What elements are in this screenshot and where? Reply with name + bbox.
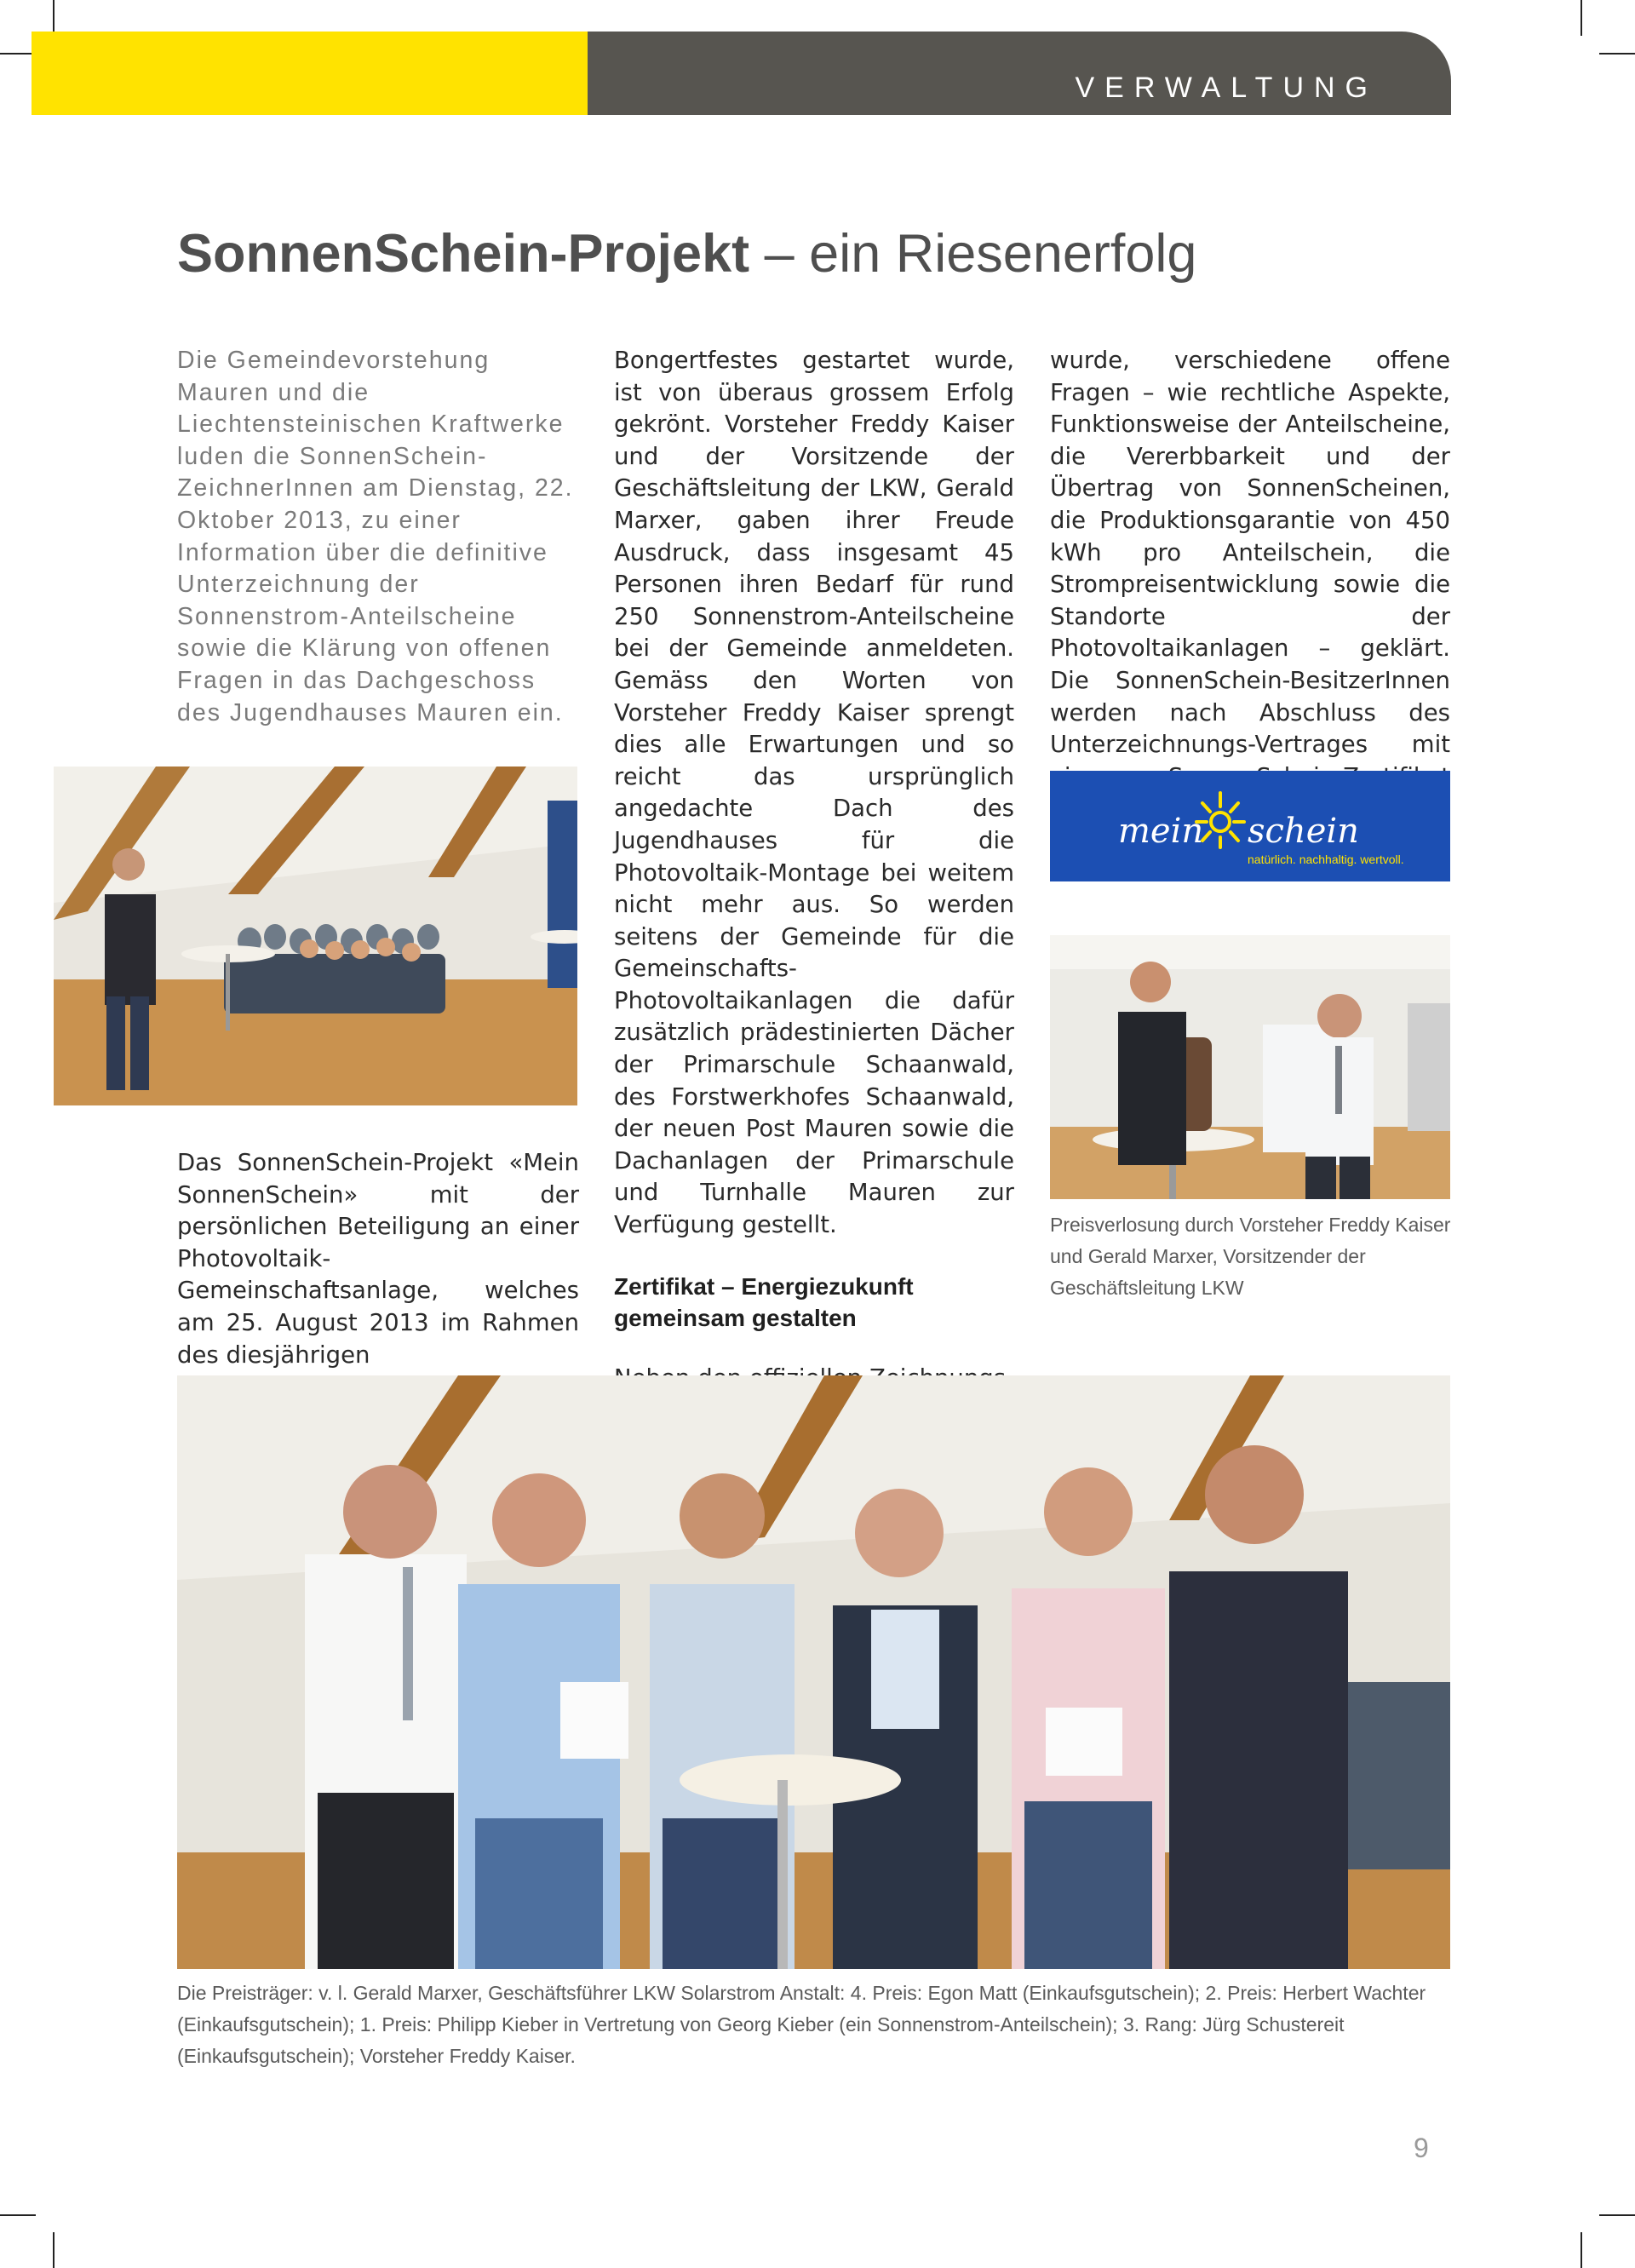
crop-mark (0, 2214, 36, 2216)
col2-paragraph-1: Bongertfestes gestartet wurde, ist von überaus grossem Erfolg gekrönt. Vorsteher Freddy Kaiser und der Vorsitzende der Geschäftsleitung der LKW, Gerald Marxer, gaben ihrer Freude Ausdruck, dass insgesamt 45 Personen ihren Bedarf für rund 250 Sonnenstrom-Anteilscheine bei der Gemeinde anmeldeten. Gemäss den Worten von Vorsteher Freddy Kaiser sprengt dies alle Erwartungen und so reicht das ursprünglich angedachte Dach des Jugendhauses für die Photovoltaik-Montage bei weitem nicht mehr aus. So werden seitens der Gemeinde für die Gemeinschafts-Photovoltaikanlagen die dafür zusätzlich prädestinierten Dächer der Primarschule Schaanwald, des Forstwerkhofes Schaanwald, der neuen Post Mauren sowie die Dachanlagen der Primarschule und Turnhalle Mauren zur Verfügung gestellt. (614, 347, 1014, 1239)
crop-mark (1599, 2214, 1635, 2216)
column-3 (1050, 345, 1450, 825)
title-rest: – ein Riesenerfolg (749, 224, 1197, 284)
subheading: Zertifikat – Energiezukunft gemeinsam gestalten (614, 1272, 914, 1331)
photo-caption-small: Preisverlosung durch Vorsteher Freddy Kaiser und Gerald Marxer, Vorsitzender der Geschäftsleitung LKW (1050, 1214, 1451, 1299)
crop-mark (53, 2232, 54, 2268)
photo-presentation (54, 767, 577, 1105)
header-band-yellow (32, 32, 588, 115)
crop-mark (1580, 2232, 1582, 2268)
column-1 (177, 1147, 579, 1371)
photo-winners (177, 1375, 1450, 1969)
article-intro (177, 345, 579, 729)
crop-mark (1580, 0, 1582, 36)
header-band (588, 32, 1451, 115)
crop-mark (1599, 53, 1635, 55)
article-title (177, 223, 1196, 284)
photo-prize-draw (1050, 935, 1450, 1199)
logo-word-2: schein (1248, 812, 1359, 851)
logo-word-1: mein (1118, 812, 1204, 851)
col3-text: wurde, verschiedene offene Fragen – wie rechtliche Aspekte, Funktionsweise der Anteilscheine, die Vererbbarkeit und der Übertrag von SonnenScheinen, die Produktionsgarantie von 450 kWh pro Anteilschein, die Strompreisentwicklung sowie die Standorte der Photovoltaikanlagen – geklärt. Die SonnenSchein-BesitzerInnen werden nach Abschluss des Unterzeichnungs-Vertrages mit (1050, 347, 1450, 759)
column-2 (614, 345, 1014, 1523)
col1-text: Das SonnenSchein-Projekt «Mein SonnenSchein» mit der persönlichen Beteiligung an einer Photovoltaik-Gemeinschaftsanlage, welches am 25. August 2013 im Rahmen des diesjährigen (177, 1149, 579, 1369)
sun-icon (1195, 789, 1246, 849)
logo-tagline: natürlich. nachhaltig. wertvoll. (1248, 853, 1404, 866)
title-bold: SonnenSchein-Projekt (177, 224, 750, 284)
intro-text: Die Gemeindevorstehung Mauren und die Liechtensteinischen Kraftwerke luden die SonnenSchein-ZeichnerInnen am Dienstag, 22. Oktober 2013, zu einer Information über die definitive Unterzeichnung der Sonnenstrom-Anteilscheine sowie die Klärung von offenen Fragen in das Dachgeschoss des Jugendhauses Mauren ein. (177, 347, 574, 726)
crop-mark (0, 53, 36, 55)
section-label: VERWALTUNG (1075, 72, 1378, 104)
mein-sonnenschein-logo (1050, 771, 1450, 881)
photo-caption-wide: Die Preisträger: v. l. Gerald Marxer, Geschäftsführer LKW Solarstrom Anstalt: 4. Preis: Egon Matt (Einkaufsgutschein); 2. Preis: Herbert Wachter (Einkaufsgutschein); 1. Preis: Philipp Kieber in Vertretung von Georg Kieber (ein Sonnenstrom-Anteilschein); 3. Rang: Jürg Schustereit (Einkaufsgutschein); Vorsteher Freddy Kaiser. (177, 1982, 1426, 2067)
crop-mark (53, 0, 54, 36)
page-number: 9 (1414, 2133, 1429, 2163)
